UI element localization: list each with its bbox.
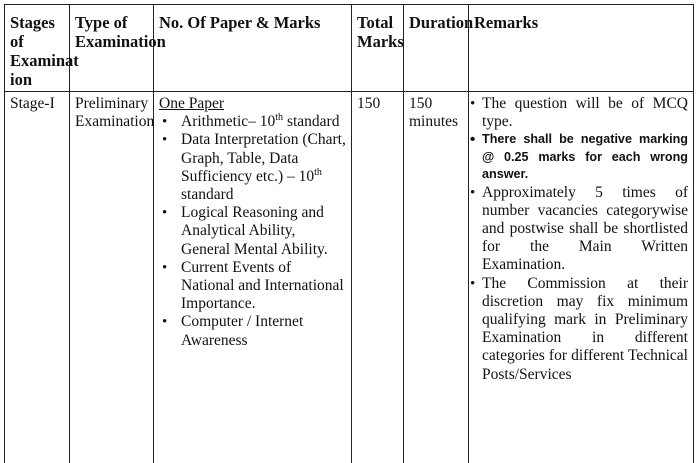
subject-text: Data Interpretation (Chart, Graph, Table, Data Sufficiency etc.) – 10	[181, 131, 346, 184]
cell-remarks	[469, 92, 694, 463]
list-item: • Computer / Internet Awareness	[181, 313, 346, 349]
subject-tail: standard	[283, 113, 339, 130]
subject-tail: standard	[181, 186, 234, 203]
list-item	[181, 131, 346, 204]
exam-scheme-table	[4, 4, 694, 463]
cell-duration: 150 minutes	[404, 92, 469, 463]
list-item	[181, 113, 346, 131]
header-stages: Stages of Examinat ion	[5, 5, 70, 92]
cell-type: Preliminary Examination	[70, 92, 154, 463]
cell-paper	[154, 92, 352, 463]
paper-title: One Paper	[159, 95, 346, 113]
header-total: Total Marks	[352, 5, 404, 92]
list-item: • Approximately 5 times of number vacancies categorywise and postwise shall be shortlisted for the Main Written Examination.	[482, 184, 688, 275]
list-item: • The question will be of MCQ type.	[482, 95, 688, 131]
superscript: th	[314, 167, 322, 178]
list-item: • There shall be negative marking @ 0.25 marks for each wrong answer.	[482, 131, 688, 183]
header-type: Type of Examination	[70, 5, 154, 92]
cell-total-marks: 150	[352, 92, 404, 463]
list-item: • Logical Reasoning and Analytical Ability, General Mental Ability.	[181, 204, 346, 259]
table-row	[5, 92, 694, 463]
list-item: • The Commission at their discretion may fix minimum qualifying mark in Preliminary Examination in different categories for different Technical Posts/Services	[482, 275, 688, 384]
list-item: • Current Events of National and International Importance.	[181, 259, 346, 314]
superscript: th	[275, 112, 283, 123]
header-paper: No. Of Paper & Marks	[154, 5, 352, 92]
subject-text: Arithmetic– 10	[181, 113, 275, 130]
header-remarks: Remarks	[469, 5, 694, 92]
subject-list	[159, 113, 346, 350]
header-duration: Duration	[404, 5, 469, 92]
header-row	[5, 5, 694, 92]
remarks-list	[474, 95, 688, 384]
cell-stage: Stage-I	[5, 92, 70, 463]
